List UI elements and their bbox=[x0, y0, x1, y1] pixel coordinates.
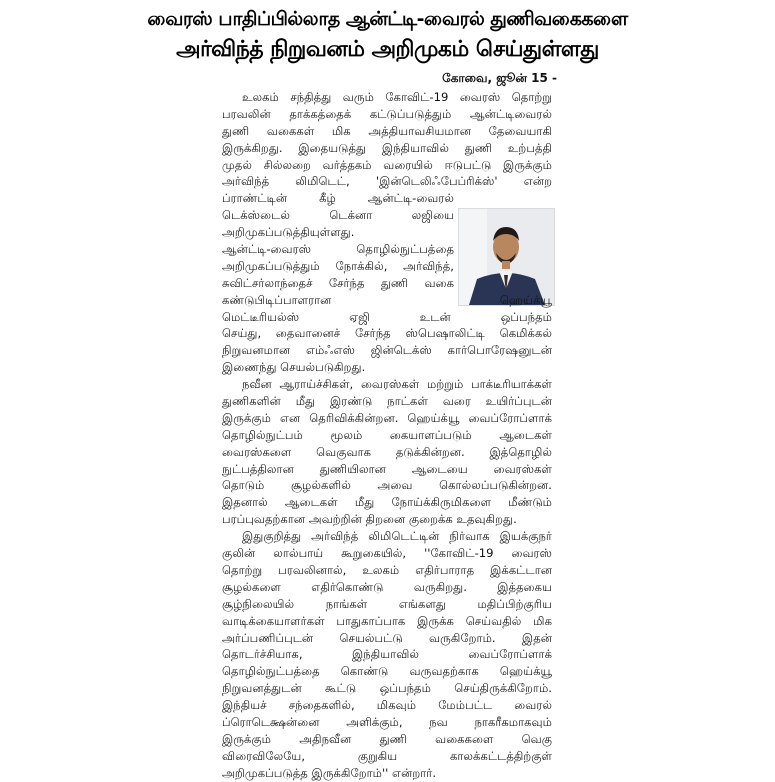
article-line: பரப்புவதற்கான அவற்றின் திறனை குறைக்க உதவுகிறது. bbox=[222, 512, 517, 527]
article-line: டெக்ஸ்டைல் டெக்னா லஜியை bbox=[222, 208, 454, 223]
article-line: அர்ப்பணிப்புடன் செயல்பட்டு வருகிறோம். இதன் bbox=[222, 630, 552, 645]
article-line: இருக்கிறது. இதையடுத்து இந்தியாவில் துணி உற்பத்தி bbox=[222, 140, 552, 155]
article-line: அறிமுகப்படுத்தும் நோக்கில், அர்விந்த், bbox=[222, 258, 454, 273]
article-body bbox=[222, 89, 552, 782]
article-line: இதுகுறித்து அர்விந்த் லிமிடெட்டின் நிர்வாக இயக்குநர் bbox=[242, 529, 552, 544]
article-line: அறிமுகப்படுத்த இருக்கிறோம்'' என்றார். bbox=[222, 765, 437, 780]
article-line: தொடும் சூழல்களில் அவை கொல்லப்படுகின்றன. bbox=[222, 478, 552, 493]
article-line: நிறுவனமான எம்ஃஎஸ் ஜின்டெக்ஸ் கார்பொரேஷனுடன் bbox=[222, 343, 552, 358]
article-line: தொழில்நுட்பத்தை கொண்டு வருவதற்காக ஹெய்க்யூ bbox=[222, 664, 552, 679]
article-line: ப்ராண்ட்டின் கீழ் ஆன்ட்டி-வைரல் bbox=[222, 191, 454, 206]
article-line: நிறுவனத்துடன் கூட்டு ஒப்பந்தம் செய்திருக்கிறோம். bbox=[222, 681, 552, 696]
article-line: விரைவிலேயே, குறுகிய காலக்கட்டத்திற்குள் bbox=[222, 748, 552, 763]
article-line: இந்தியச் சந்தைகளில், மிகவும் மேம்பட்ட வைரல் bbox=[222, 698, 552, 713]
article-line: நவீன ஆராய்ச்சிகள், வைரஸ்கள் மற்றும் பாக்டீரியாக்கள் bbox=[242, 377, 552, 392]
article-line: இணைந்து செயல்படுகிறது. bbox=[222, 360, 366, 375]
article-line: கண்டுபிடிப்பாளரான ஹெய்க்யூ bbox=[222, 292, 552, 307]
article-line: முதல் சில்லறை வர்த்தகம் வரையில் ஈடுபட்டு இருக்கும் bbox=[222, 157, 552, 172]
article-line: சூழல்களை எதிர்கொண்டு வருகிறது. இத்தகைய bbox=[222, 579, 552, 594]
article-line: ஆன்ட்டி-வைரஸ் தொழில்நுட்பத்தை bbox=[222, 242, 454, 257]
article-line: மெட்டீரியல்ஸ் ஏஜி உடன் ஒப்பந்தம் bbox=[222, 309, 552, 324]
article-line: தொழில்நுட்பம் மூலம் கையாளப்படும் ஆடைகள் bbox=[222, 427, 552, 442]
article-line: துணி வகைகள் மிக அத்தியாவசியமான தேவையாகி bbox=[222, 123, 552, 138]
article-line: சுவிட்சர்லாந்தைச் சேர்ந்த துணி வகை bbox=[222, 275, 454, 290]
article-line: தொடர்ச்சியாக, இந்தியாவில் வைப்ரோப்ளாக் bbox=[222, 647, 552, 662]
article-line: தொற்று பரவலினால், உலகம் எதிர்பாராத இக்கட்டான bbox=[222, 562, 552, 577]
article-line: அறிமுகப்படுத்தியுள்ளது. bbox=[222, 225, 355, 240]
article-line: செய்து, தைவானைச் சேர்ந்த ஸ்பெஷாலிட்டி கெமிக்கல் bbox=[222, 326, 552, 341]
article-line: அர்விந்த் லிமிடெட், 'இன்டெலிஃபேப்ரிக்ஸ்' என்ற bbox=[222, 174, 552, 189]
dateline: கோவை, ஜூன் 15 - bbox=[442, 71, 557, 85]
article-line: ப்ரொடெக்ஷன்னை அளிக்கும், நவ நாகரீகமாகவும் bbox=[222, 714, 552, 729]
article-line: இருக்கும் அதிநவீன துணி வகைகளை வெகு bbox=[222, 731, 552, 746]
article-line: நுட்பத்திலான துணியிலான ஆடையை வைரஸ்கள் bbox=[222, 461, 552, 476]
article-line: குலின் லால்பாய் கூறுகையில், ''கோவிட்-19 வைரஸ் bbox=[222, 546, 552, 561]
headline-line-1: வைரஸ் பாதிப்பில்லாத ஆன்ட்டி-வைரல் துணிவகைகளை bbox=[147, 8, 628, 30]
article-line: சூழ்நிலையில் நாங்கள் எங்களது மதிப்பிற்குரிய bbox=[222, 596, 552, 611]
article-line: துணிகளின் மீது இரண்டு நாட்கள் வரை உயிர்ப்புடன் bbox=[222, 394, 552, 409]
article-line: இதனால் ஆடைகள் மீது நோய்க்கிருமிகளை மீண்டும் bbox=[222, 495, 552, 510]
article-line: வைரஸ்களை வெகுவாக தடுக்கின்றன. இத்தொழில் bbox=[222, 444, 552, 459]
article-line: பரவலின் தாக்கத்தைக் கட்டுப்படுத்தும் ஆன்ட்டிவைரல் bbox=[222, 106, 552, 121]
headline-line-2: அர்விந்த் நிறுவனம் அறிமுகம் செய்துள்ளது bbox=[176, 37, 599, 62]
article-line: இருக்கும் என தெரிவிக்கின்றன. ஹெய்க்யூ வைப்ரோப்ளாக் bbox=[222, 410, 552, 425]
article-line: உலகம் சந்தித்து வரும் கோவிட்-19 வைரஸ் தொற்று bbox=[242, 90, 552, 104]
article-line: வாடிக்கையாளர்கள் பாதுகாப்பாக இருக்க செய்வதில் மிக bbox=[222, 613, 552, 628]
